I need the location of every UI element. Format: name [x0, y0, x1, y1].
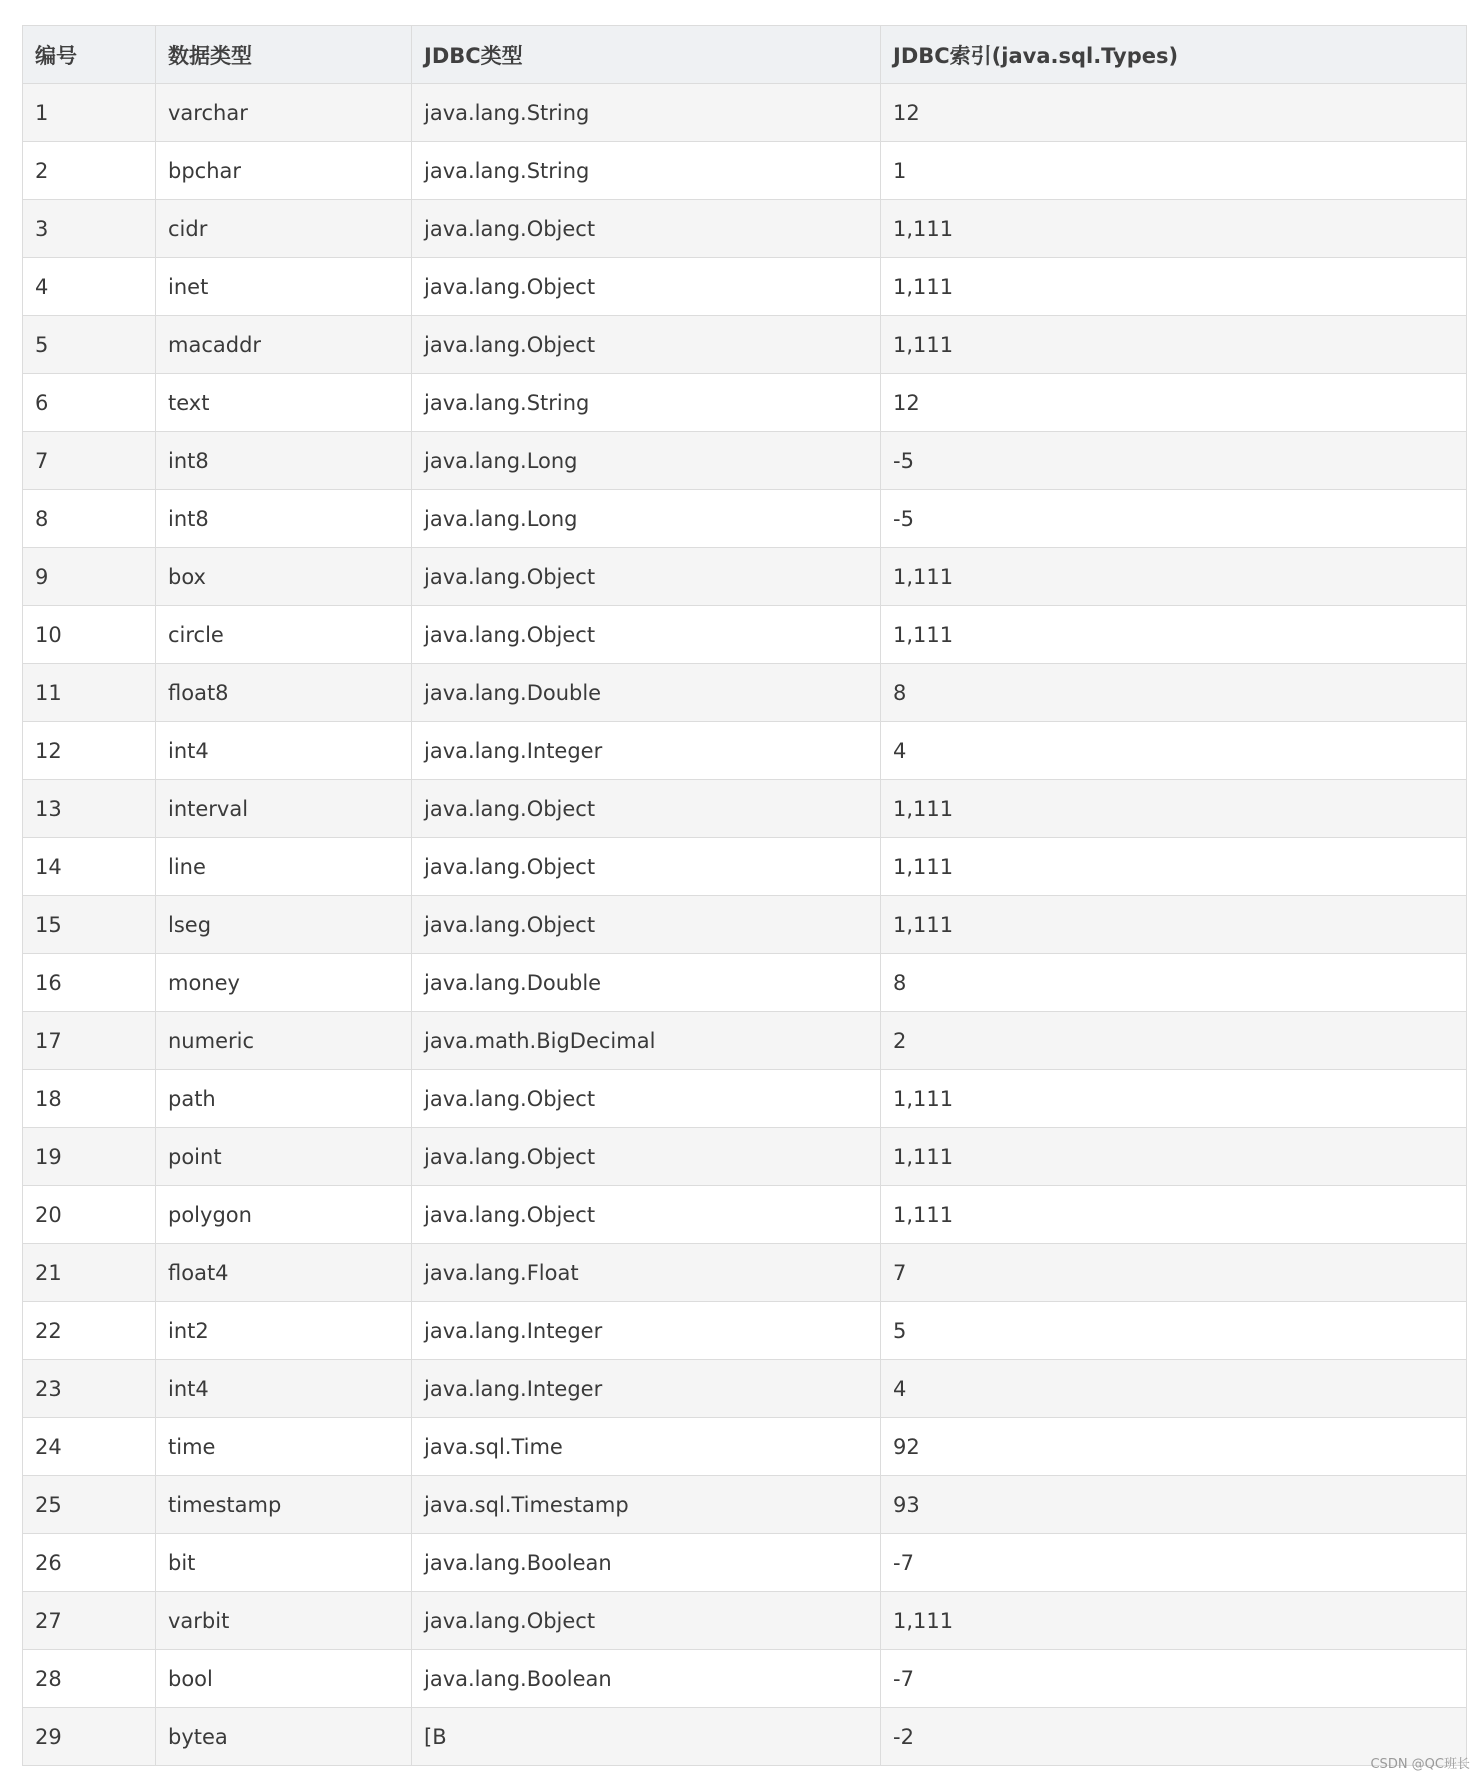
table-row [23, 142, 1467, 200]
table-cell: 20 [23, 1186, 156, 1244]
table-cell: java.lang.String [412, 84, 881, 142]
table-cell: 3 [23, 200, 156, 258]
table-cell: java.lang.Object [412, 896, 881, 954]
table-row [23, 664, 1467, 722]
table-row [23, 1186, 1467, 1244]
table-cell: 26 [23, 1534, 156, 1592]
table-cell: 14 [23, 838, 156, 896]
table-cell: 2 [23, 142, 156, 200]
table-cell: 15 [23, 896, 156, 954]
table-cell: java.lang.Object [412, 1070, 881, 1128]
table-cell: inet [156, 258, 412, 316]
header-cell: JDBC索引(java.sql.Types) [881, 26, 1467, 84]
table-row [23, 316, 1467, 374]
table-cell: 7 [23, 432, 156, 490]
table-cell: 21 [23, 1244, 156, 1302]
table-cell: box [156, 548, 412, 606]
table-cell: 27 [23, 1592, 156, 1650]
table-cell: 4 [881, 1360, 1467, 1418]
table-cell: java.lang.Double [412, 954, 881, 1012]
table-cell: -5 [881, 490, 1467, 548]
table-cell: java.lang.Object [412, 1186, 881, 1244]
table-cell: java.lang.Boolean [412, 1534, 881, 1592]
table-row [23, 1476, 1467, 1534]
table-cell: bit [156, 1534, 412, 1592]
table-cell: cidr [156, 200, 412, 258]
table-cell: lseg [156, 896, 412, 954]
table-row [23, 548, 1467, 606]
table-cell: 92 [881, 1418, 1467, 1476]
table-cell: 19 [23, 1128, 156, 1186]
table-cell: line [156, 838, 412, 896]
table-cell: java.lang.Object [412, 1128, 881, 1186]
table-row [23, 374, 1467, 432]
table-row [23, 722, 1467, 780]
table-cell: java.lang.Object [412, 316, 881, 374]
table-row [23, 200, 1467, 258]
header-cell: 编号 [23, 26, 156, 84]
table-cell: 8 [881, 664, 1467, 722]
table-cell: circle [156, 606, 412, 664]
table-cell: 1,111 [881, 1592, 1467, 1650]
table-row [23, 1418, 1467, 1476]
table-cell: -5 [881, 432, 1467, 490]
table-header-row [23, 26, 1467, 84]
table-cell: polygon [156, 1186, 412, 1244]
table-cell: 11 [23, 664, 156, 722]
table-cell: -7 [881, 1650, 1467, 1708]
table-row [23, 1244, 1467, 1302]
table-cell: -2 [881, 1708, 1467, 1766]
table-row [23, 258, 1467, 316]
table-cell: int4 [156, 1360, 412, 1418]
table-cell: java.lang.Integer [412, 1302, 881, 1360]
table-cell: 28 [23, 1650, 156, 1708]
table-cell: 93 [881, 1476, 1467, 1534]
table-cell: 1,111 [881, 548, 1467, 606]
table-cell: bool [156, 1650, 412, 1708]
table-row [23, 954, 1467, 1012]
table-cell: time [156, 1418, 412, 1476]
table-cell: 18 [23, 1070, 156, 1128]
table-cell: 1,111 [881, 1186, 1467, 1244]
table-row [23, 1012, 1467, 1070]
table-cell: int8 [156, 432, 412, 490]
table-cell: float8 [156, 664, 412, 722]
table-cell: java.lang.Object [412, 606, 881, 664]
table-cell: 1,111 [881, 1070, 1467, 1128]
table-cell: 1,111 [881, 258, 1467, 316]
table-cell: 1,111 [881, 780, 1467, 838]
table-body [23, 84, 1467, 1766]
table-cell: 22 [23, 1302, 156, 1360]
table-cell: 12 [23, 722, 156, 780]
table-row [23, 1360, 1467, 1418]
table-cell: 1,111 [881, 606, 1467, 664]
table-cell: java.lang.Object [412, 1592, 881, 1650]
table-cell: java.lang.String [412, 374, 881, 432]
table-cell: 8 [881, 954, 1467, 1012]
table-cell: int8 [156, 490, 412, 548]
table-row [23, 1534, 1467, 1592]
table-cell: java.lang.Long [412, 490, 881, 548]
table-cell: 12 [881, 84, 1467, 142]
table-row [23, 896, 1467, 954]
table-cell: 5 [23, 316, 156, 374]
table-row [23, 1708, 1467, 1766]
table-cell: int2 [156, 1302, 412, 1360]
table-cell: 1 [23, 84, 156, 142]
table-cell: numeric [156, 1012, 412, 1070]
table-cell: interval [156, 780, 412, 838]
table-row [23, 1592, 1467, 1650]
watermark: CSDN @QC班长 [1370, 1757, 1470, 1772]
table-cell: 10 [23, 606, 156, 664]
type-mapping-table [22, 25, 1467, 1766]
table-cell: int4 [156, 722, 412, 780]
table-cell: money [156, 954, 412, 1012]
table-row [23, 84, 1467, 142]
table-cell: 29 [23, 1708, 156, 1766]
table-cell: java.lang.Object [412, 780, 881, 838]
table-cell: java.lang.Integer [412, 722, 881, 780]
type-mapping-table-container [22, 25, 1466, 1766]
table-cell: 12 [881, 374, 1467, 432]
table-cell: 8 [23, 490, 156, 548]
table-cell: 1 [881, 142, 1467, 200]
table-cell: 24 [23, 1418, 156, 1476]
table-cell: [B [412, 1708, 881, 1766]
table-cell: java.lang.Object [412, 548, 881, 606]
table-cell: 17 [23, 1012, 156, 1070]
table-cell: macaddr [156, 316, 412, 374]
table-row [23, 1128, 1467, 1186]
table-row [23, 432, 1467, 490]
table-cell: 1,111 [881, 896, 1467, 954]
table-cell: java.lang.Float [412, 1244, 881, 1302]
table-row [23, 606, 1467, 664]
table-cell: timestamp [156, 1476, 412, 1534]
table-cell: -7 [881, 1534, 1467, 1592]
table-cell: 9 [23, 548, 156, 606]
table-cell: 23 [23, 1360, 156, 1418]
table-cell: java.lang.Boolean [412, 1650, 881, 1708]
table-cell: point [156, 1128, 412, 1186]
table-cell: java.sql.Time [412, 1418, 881, 1476]
table-cell: 13 [23, 780, 156, 838]
table-cell: bpchar [156, 142, 412, 200]
table-cell: 1,111 [881, 316, 1467, 374]
table-cell: float4 [156, 1244, 412, 1302]
table-cell: java.lang.Object [412, 838, 881, 896]
table-cell: java.lang.Long [412, 432, 881, 490]
table-cell: 1,111 [881, 838, 1467, 896]
table-cell: java.lang.Object [412, 200, 881, 258]
table-row [23, 1650, 1467, 1708]
table-cell: java.sql.Timestamp [412, 1476, 881, 1534]
table-cell: 5 [881, 1302, 1467, 1360]
table-cell: 1,111 [881, 1128, 1467, 1186]
table-cell: 16 [23, 954, 156, 1012]
table-cell: 4 [881, 722, 1467, 780]
table-cell: java.lang.Object [412, 258, 881, 316]
table-cell: bytea [156, 1708, 412, 1766]
table-cell: 25 [23, 1476, 156, 1534]
table-row [23, 838, 1467, 896]
table-cell: java.lang.String [412, 142, 881, 200]
table-row [23, 490, 1467, 548]
table-cell: 2 [881, 1012, 1467, 1070]
table-cell: varchar [156, 84, 412, 142]
table-cell: 1,111 [881, 200, 1467, 258]
table-row [23, 1302, 1467, 1360]
header-cell: 数据类型 [156, 26, 412, 84]
table-cell: java.math.BigDecimal [412, 1012, 881, 1070]
table-cell: varbit [156, 1592, 412, 1650]
table-cell: text [156, 374, 412, 432]
table-cell: 6 [23, 374, 156, 432]
table-row [23, 780, 1467, 838]
table-cell: java.lang.Integer [412, 1360, 881, 1418]
table-cell: java.lang.Double [412, 664, 881, 722]
table-cell: 7 [881, 1244, 1467, 1302]
table-cell: 4 [23, 258, 156, 316]
table-cell: path [156, 1070, 412, 1128]
header-cell: JDBC类型 [412, 26, 881, 84]
table-row [23, 1070, 1467, 1128]
